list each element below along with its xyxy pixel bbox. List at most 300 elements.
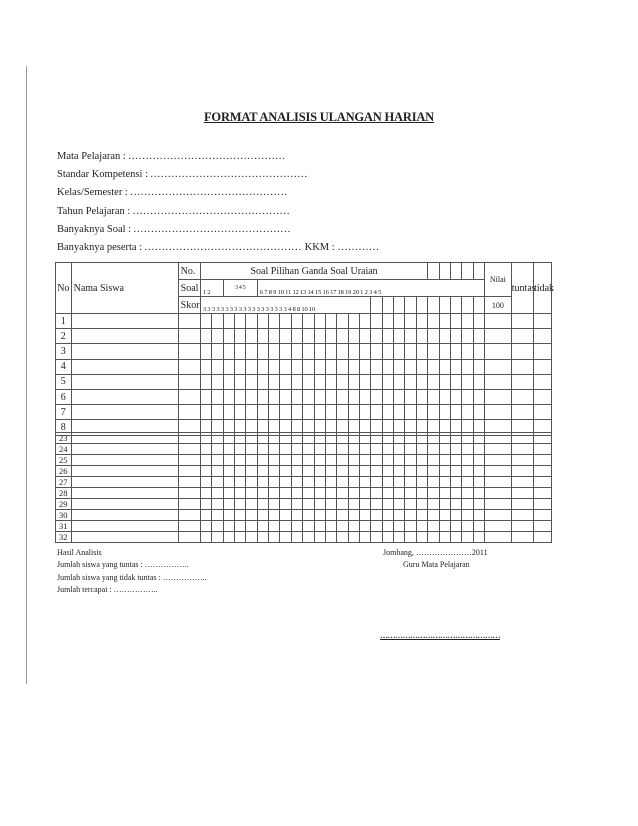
table-cell: [428, 521, 439, 532]
table-cell: [280, 433, 291, 444]
table-cell: [178, 488, 200, 499]
table-cell: [439, 359, 450, 374]
table-cell: [325, 499, 336, 510]
table-cell: [439, 374, 450, 389]
table-row: [56, 344, 552, 359]
table-cell: [71, 488, 178, 499]
table-cell: [485, 314, 512, 329]
table-cell: [371, 499, 382, 510]
table-cell: [291, 455, 302, 466]
header-blank-cell: [462, 263, 473, 280]
table-cell: [360, 521, 371, 532]
table-cell: [200, 532, 211, 543]
table-cell: [416, 389, 427, 404]
table-cell: [291, 466, 302, 477]
table-cell: [394, 405, 405, 420]
table-cell: [200, 521, 211, 532]
table-cell: [212, 314, 223, 329]
row-number: 4: [56, 359, 72, 374]
table-cell: [394, 433, 405, 444]
table-cell: [473, 466, 484, 477]
table-cell: [360, 532, 371, 543]
table-cell: [439, 329, 450, 344]
table-cell: [371, 405, 382, 420]
table-cell: [235, 314, 246, 329]
table-cell: [484, 521, 511, 532]
table-cell: [371, 521, 382, 532]
table-cell: [223, 477, 234, 488]
table-cell: [511, 314, 533, 329]
table-cell: [371, 510, 382, 521]
table-cell: [325, 359, 336, 374]
table-cell: [223, 521, 234, 532]
table-cell: [462, 405, 473, 420]
table-cell: [246, 444, 257, 455]
table-cell: [71, 477, 178, 488]
row-number: 31: [56, 521, 72, 532]
table-cell: [257, 433, 268, 444]
guru-mata-pelajaran-label: Guru Mata Pelajaran: [403, 560, 470, 570]
header-skor-label: Skor: [178, 297, 200, 314]
table-cell: [405, 521, 416, 532]
table-cell: [235, 374, 246, 389]
skor-values: 3 3 3 3 3 3 3 3 3 3 3 3 3 3 3 3 3 3 3 4 8 8 10 10: [200, 297, 370, 314]
table-cell: [405, 499, 416, 510]
table-cell: [511, 389, 533, 404]
table-cell: [484, 477, 511, 488]
table-cell: [405, 433, 416, 444]
table-cell: [212, 499, 223, 510]
table-cell: [314, 521, 325, 532]
table-cell: [71, 374, 178, 389]
table-cell: [303, 466, 314, 477]
table-cell: [439, 444, 450, 455]
table-cell: [200, 329, 211, 344]
table-cell: [235, 344, 246, 359]
table-cell: [416, 488, 427, 499]
skor-blank-cell: [462, 297, 473, 314]
table-cell: [371, 532, 382, 543]
table-cell: [511, 532, 533, 543]
table-cell: [200, 466, 211, 477]
table-cell: [223, 389, 234, 404]
table-cell: [439, 488, 450, 499]
analysis-table-bottom: [55, 432, 552, 543]
table-cell: [405, 344, 416, 359]
table-cell: [473, 488, 484, 499]
row-number: 28: [56, 488, 72, 499]
table-cell: [200, 389, 211, 404]
table-cell: [178, 405, 200, 420]
table-cell: [269, 314, 280, 329]
table-cell: [337, 344, 348, 359]
table-cell: [382, 389, 393, 404]
table-cell: [269, 510, 280, 521]
table-cell: [178, 344, 200, 359]
table-cell: [473, 314, 484, 329]
table-cell: [428, 466, 439, 477]
table-cell: [534, 405, 552, 420]
table-cell: [235, 488, 246, 499]
table-cell: [348, 466, 359, 477]
table-cell: [178, 455, 200, 466]
table-cell: [269, 389, 280, 404]
table-cell: [246, 455, 257, 466]
table-cell: [235, 521, 246, 532]
table-cell: [394, 488, 405, 499]
table-cell: [212, 521, 223, 532]
table-cell: [246, 466, 257, 477]
table-cell: [348, 329, 359, 344]
table-cell: [314, 405, 325, 420]
table-cell: [534, 314, 552, 329]
table-cell: [534, 433, 552, 444]
table-cell: [337, 466, 348, 477]
table-cell: [223, 488, 234, 499]
table-cell: [405, 488, 416, 499]
table-cell: [439, 314, 450, 329]
table-cell: [71, 329, 178, 344]
table-cell: [223, 314, 234, 329]
table-cell: [371, 359, 382, 374]
table-cell: [473, 455, 484, 466]
table-cell: [303, 455, 314, 466]
table-cell: [405, 405, 416, 420]
table-cell: [269, 329, 280, 344]
header-blank-cell: [450, 263, 461, 280]
table-cell: [348, 521, 359, 532]
table-cell: [269, 521, 280, 532]
table-cell: [534, 329, 552, 344]
header-nilai: Nilai: [485, 263, 512, 297]
table-cell: [212, 455, 223, 466]
table-cell: [71, 510, 178, 521]
table-cell: [246, 510, 257, 521]
table-cell: [405, 532, 416, 543]
table-cell: [280, 344, 291, 359]
table-cell: [314, 532, 325, 543]
table-cell: [337, 405, 348, 420]
table-cell: [71, 359, 178, 374]
table-cell: [71, 344, 178, 359]
table-cell: [200, 405, 211, 420]
table-cell: [394, 344, 405, 359]
table-cell: [416, 532, 427, 543]
table-cell: [269, 477, 280, 488]
table-cell: [280, 477, 291, 488]
table-cell: [303, 359, 314, 374]
table-cell: [450, 521, 461, 532]
table-cell: [325, 532, 336, 543]
table-cell: [473, 499, 484, 510]
table-cell: [416, 344, 427, 359]
table-cell: [257, 499, 268, 510]
table-cell: [280, 488, 291, 499]
table-cell: [314, 455, 325, 466]
table-cell: [291, 433, 302, 444]
table-cell: [428, 329, 439, 344]
table-cell: [235, 433, 246, 444]
table-cell: [257, 359, 268, 374]
table-cell: [71, 444, 178, 455]
table-cell: [360, 455, 371, 466]
table-cell: [269, 444, 280, 455]
table-cell: [337, 389, 348, 404]
table-cell: [200, 510, 211, 521]
table-row: [56, 466, 552, 477]
table-cell: [371, 455, 382, 466]
table-cell: [473, 389, 484, 404]
table-cell: [359, 314, 370, 329]
row-number: 3: [56, 344, 72, 359]
table-cell: [303, 444, 314, 455]
table-cell: [314, 329, 325, 344]
table-cell: [303, 329, 314, 344]
table-cell: [71, 314, 178, 329]
table-cell: [394, 477, 405, 488]
table-cell: [371, 344, 382, 359]
table-cell: [325, 314, 336, 329]
table-cell: [534, 532, 552, 543]
table-cell: [200, 374, 211, 389]
table-cell: [394, 466, 405, 477]
table-cell: [394, 455, 405, 466]
table-row: [56, 433, 552, 444]
table-cell: [280, 374, 291, 389]
table-cell: [348, 374, 359, 389]
table-cell: [450, 532, 461, 543]
table-cell: [212, 532, 223, 543]
table-cell: [511, 444, 533, 455]
table-cell: [439, 499, 450, 510]
table-cell: [371, 488, 382, 499]
table-cell: [257, 344, 268, 359]
table-cell: [246, 521, 257, 532]
table-cell: [360, 510, 371, 521]
table-cell: [462, 344, 473, 359]
table-cell: [71, 521, 178, 532]
table-cell: [416, 433, 427, 444]
table-cell: [382, 405, 393, 420]
table-cell: [511, 488, 533, 499]
table-cell: [269, 455, 280, 466]
table-cell: [450, 477, 461, 488]
table-cell: [337, 510, 348, 521]
field-kelas-semester: Kelas/Semester : ………………………………………: [57, 187, 288, 199]
table-cell: [325, 510, 336, 521]
table-cell: [348, 477, 359, 488]
table-cell: [257, 477, 268, 488]
table-cell: [235, 405, 246, 420]
table-cell: [223, 532, 234, 543]
table-cell: [360, 433, 371, 444]
table-cell: [71, 499, 178, 510]
table-cell: [485, 329, 512, 344]
table-cell: [371, 444, 382, 455]
table-cell: [416, 314, 427, 329]
table-cell: [178, 510, 200, 521]
table-cell: [257, 314, 268, 329]
table-cell: [382, 466, 393, 477]
table-cell: [223, 466, 234, 477]
table-cell: [235, 389, 246, 404]
table-cell: [200, 499, 211, 510]
soal-numbers-b: 3 4 5: [223, 280, 257, 297]
table-cell: [462, 359, 473, 374]
table-cell: [450, 488, 461, 499]
table-cell: [235, 510, 246, 521]
table-cell: [534, 466, 552, 477]
table-cell: [382, 455, 393, 466]
table-cell: [462, 455, 473, 466]
row-number: 29: [56, 499, 72, 510]
table-cell: [280, 389, 291, 404]
row-number: 1: [56, 314, 72, 329]
jumlah-tuntas-field: Jumlah siswa yang tuntas : ……………..: [57, 560, 189, 570]
table-cell: [462, 499, 473, 510]
table-cell: [462, 532, 473, 543]
row-number: 2: [56, 329, 72, 344]
table-cell: [178, 444, 200, 455]
table-cell: [200, 477, 211, 488]
table-cell: [314, 314, 325, 329]
table-cell: [394, 374, 405, 389]
table-cell: [405, 444, 416, 455]
header-no-label: No.: [178, 263, 200, 280]
table-cell: [269, 499, 280, 510]
table-cell: [223, 510, 234, 521]
table-cell: [348, 510, 359, 521]
table-cell: [405, 455, 416, 466]
table-cell: [337, 433, 348, 444]
table-cell: [223, 374, 234, 389]
table-cell: [534, 344, 552, 359]
field-kkm: KKM : …………: [304, 242, 380, 254]
table-cell: [439, 455, 450, 466]
table-cell: [223, 455, 234, 466]
table-cell: [269, 532, 280, 543]
table-cell: [382, 444, 393, 455]
table-cell: [269, 344, 280, 359]
row-number: 27: [56, 477, 72, 488]
table-cell: [511, 455, 533, 466]
table-row: [56, 488, 552, 499]
table-row: [56, 477, 552, 488]
table-cell: [223, 499, 234, 510]
skor-blank-cell: [439, 297, 450, 314]
table-cell: [428, 488, 439, 499]
row-number: 5: [56, 374, 72, 389]
table-cell: [246, 405, 257, 420]
nilai-max: 100: [485, 297, 512, 314]
table-cell: [360, 488, 371, 499]
table-cell: [212, 359, 223, 374]
table-cell: [473, 344, 484, 359]
table-cell: [280, 521, 291, 532]
table-cell: [511, 359, 533, 374]
table-cell: [428, 444, 439, 455]
row-number: 32: [56, 532, 72, 543]
analysis-table-top: [55, 262, 555, 436]
table-cell: [257, 521, 268, 532]
table-cell: [71, 405, 178, 420]
field-standar-kompetensi: Standar Kompetensi : ………………………………………: [57, 169, 308, 181]
table-cell: [462, 389, 473, 404]
table-cell: [348, 532, 359, 543]
table-cell: [371, 374, 382, 389]
table-cell: [439, 433, 450, 444]
table-cell: [178, 389, 200, 404]
table-cell: [450, 455, 461, 466]
header-soal-group: Soal Pilihan Ganda Soal Uraian: [200, 263, 427, 280]
table-cell: [439, 521, 450, 532]
table-cell: [348, 344, 359, 359]
table-cell: [359, 344, 370, 359]
header-soal-label: Soal: [178, 280, 200, 297]
header-blank-cell: [428, 263, 439, 280]
table-cell: [405, 477, 416, 488]
skor-blank-cell: [416, 297, 427, 314]
table-cell: [291, 477, 302, 488]
table-cell: [200, 444, 211, 455]
place-date: Jombang, …………………2011: [383, 548, 488, 557]
table-cell: [371, 389, 382, 404]
table-cell: [405, 359, 416, 374]
table-cell: [269, 359, 280, 374]
table-cell: [473, 359, 484, 374]
table-cell: [212, 374, 223, 389]
table-cell: [348, 455, 359, 466]
table-cell: [473, 532, 484, 543]
row-number: 24: [56, 444, 72, 455]
table-cell: [348, 405, 359, 420]
table-cell: [450, 344, 461, 359]
table-cell: [303, 374, 314, 389]
table-cell: [371, 466, 382, 477]
table-cell: [325, 488, 336, 499]
table-cell: [360, 499, 371, 510]
skor-blank-cell: [371, 297, 382, 314]
row-number: 30: [56, 510, 72, 521]
table-cell: [280, 510, 291, 521]
header-blank-cell: [439, 263, 450, 280]
table-cell: [534, 455, 552, 466]
table-cell: [303, 344, 314, 359]
table-cell: [246, 389, 257, 404]
table-cell: [450, 433, 461, 444]
table-cell: [405, 510, 416, 521]
table-cell: [484, 499, 511, 510]
table-cell: [439, 510, 450, 521]
table-cell: [337, 359, 348, 374]
table-cell: [200, 433, 211, 444]
table-cell: [511, 405, 533, 420]
table-cell: [450, 499, 461, 510]
table-cell: [394, 314, 405, 329]
table-cell: [337, 314, 348, 329]
table-cell: [450, 389, 461, 404]
table-cell: [291, 405, 302, 420]
table-cell: [200, 344, 211, 359]
table-cell: [257, 488, 268, 499]
table-cell: [178, 374, 200, 389]
table-cell: [223, 405, 234, 420]
table-cell: [337, 532, 348, 543]
table-cell: [269, 405, 280, 420]
table-cell: [303, 314, 314, 329]
table-cell: [462, 510, 473, 521]
header-tuntas: tuntas: [511, 263, 533, 314]
